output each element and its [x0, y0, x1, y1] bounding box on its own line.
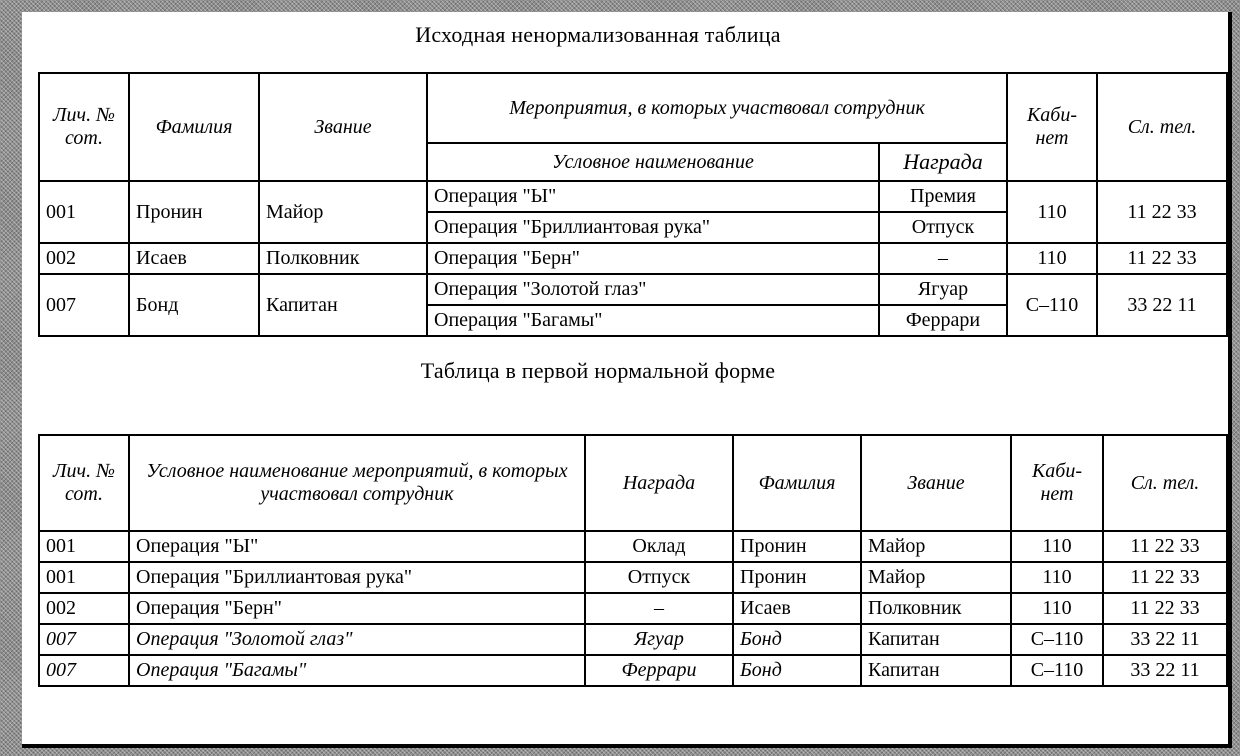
cell-award: Ягуар: [585, 624, 733, 655]
cell-surname: Бонд: [733, 624, 861, 655]
cell-office: 110: [1007, 243, 1097, 274]
cell-rank: Капитан: [861, 655, 1011, 686]
cell-event-name: Операция "Бриллиантовая рука": [427, 212, 879, 243]
cell-phone: 33 22 11: [1097, 274, 1227, 336]
table2-caption: Таблица в первой нормальной форме: [420, 358, 776, 383]
cell-office: 110: [1007, 181, 1097, 243]
header-surname: Фамилия: [733, 435, 861, 531]
header-rank: Звание: [861, 435, 1011, 531]
cell-rank: Полковник: [259, 243, 427, 274]
cell-award: Ягуар: [879, 274, 1007, 305]
cell-id: 001: [39, 181, 129, 243]
cell-office: С–110: [1011, 655, 1103, 686]
cell-office: 110: [1011, 593, 1103, 624]
cell-phone: 33 22 11: [1103, 624, 1227, 655]
table-row: [39, 274, 1227, 305]
cell-award: Оклад: [585, 531, 733, 562]
header-award: Награда: [585, 435, 733, 531]
header-id: Лич. № сот.: [39, 73, 129, 181]
header-office: Каби- нет: [1007, 73, 1097, 181]
header-office: Каби- нет: [1011, 435, 1103, 531]
cell-surname: Исаев: [129, 243, 259, 274]
cell-phone: 11 22 33: [1097, 181, 1227, 243]
cell-id: 007: [39, 624, 129, 655]
table-row: [39, 243, 1227, 274]
cell-event: Операция "Багамы": [129, 655, 585, 686]
cell-award: Феррари: [585, 655, 733, 686]
header-award: Награда: [879, 143, 1007, 181]
cell-award: –: [585, 593, 733, 624]
cell-award: –: [879, 243, 1007, 274]
cell-id: 007: [39, 655, 129, 686]
cell-office: С–110: [1007, 274, 1097, 336]
header-event: Условное наименование мероприятий, в которых участвовал сотрудник: [129, 435, 585, 531]
header-event-name: Условное наименование: [427, 143, 879, 181]
header-id: Лич. № сот.: [39, 435, 129, 531]
first-normal-form-table: [38, 434, 1228, 687]
cell-office: 110: [1011, 531, 1103, 562]
table-row: [39, 562, 1227, 593]
cell-award: Отпуск: [585, 562, 733, 593]
cell-rank: Майор: [861, 531, 1011, 562]
header-phone: Сл. тел.: [1103, 435, 1227, 531]
cell-phone: 11 22 33: [1103, 531, 1227, 562]
cell-event-name: Операция "Ы": [427, 181, 879, 212]
cell-phone: 11 22 33: [1103, 562, 1227, 593]
cell-id: 002: [39, 243, 129, 274]
cell-rank: Майор: [259, 181, 427, 243]
table1-caption: Исходная ненормализованная таблица: [415, 22, 781, 47]
cell-id: 002: [39, 593, 129, 624]
cell-rank: Полковник: [861, 593, 1011, 624]
cell-id: 001: [39, 531, 129, 562]
cell-surname: Пронин: [733, 562, 861, 593]
table-row: [39, 531, 1227, 562]
cell-id: 007: [39, 274, 129, 336]
header-events-group: Мероприятия, в которых участвовал сотрудник: [427, 73, 1007, 143]
table-row: [39, 181, 1227, 212]
cell-award: Отпуск: [879, 212, 1007, 243]
header-surname: Фамилия: [129, 73, 259, 181]
unnormalized-table: [38, 72, 1228, 337]
cell-phone: 33 22 11: [1103, 655, 1227, 686]
cell-event-name: Операция "Золотой глаз": [427, 274, 879, 305]
table-row: [39, 593, 1227, 624]
cell-id: 001: [39, 562, 129, 593]
cell-office: С–110: [1011, 624, 1103, 655]
cell-event-name: Операция "Берн": [427, 243, 879, 274]
cell-award: Премия: [879, 181, 1007, 212]
cell-rank: Майор: [861, 562, 1011, 593]
cell-event: Операция "Берн": [129, 593, 585, 624]
cell-award: Феррари: [879, 305, 1007, 336]
cell-surname: Пронин: [733, 531, 861, 562]
cell-surname: Бонд: [733, 655, 861, 686]
cell-event: Операция "Золотой глаз": [129, 624, 585, 655]
cell-rank: Капитан: [861, 624, 1011, 655]
header-phone: Сл. тел.: [1097, 73, 1227, 181]
cell-event-name: Операция "Багамы": [427, 305, 879, 336]
cell-surname: Пронин: [129, 181, 259, 243]
cell-surname: Бонд: [129, 274, 259, 336]
cell-office: 110: [1011, 562, 1103, 593]
cell-phone: 11 22 33: [1097, 243, 1227, 274]
table-row: [39, 655, 1227, 686]
cell-event: Операция "Бриллиантовая рука": [129, 562, 585, 593]
cell-event: Операция "Ы": [129, 531, 585, 562]
cell-rank: Капитан: [259, 274, 427, 336]
cell-surname: Исаев: [733, 593, 861, 624]
cell-phone: 11 22 33: [1103, 593, 1227, 624]
header-rank: Звание: [259, 73, 427, 181]
table-row: [39, 624, 1227, 655]
